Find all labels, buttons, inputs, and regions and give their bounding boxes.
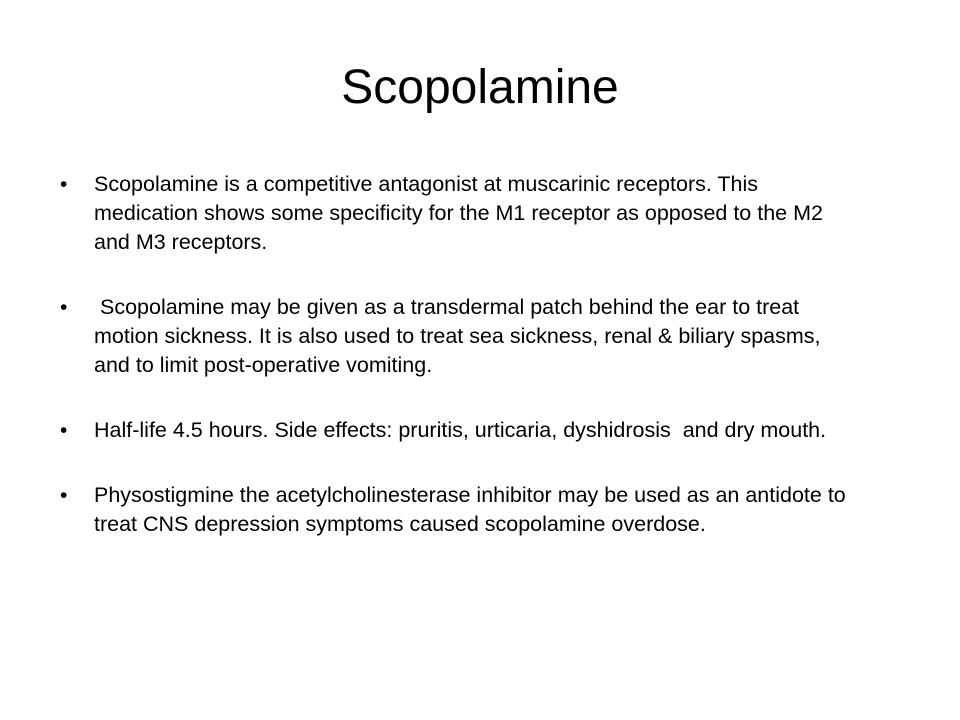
- bullet-list: [60, 170, 860, 575]
- bullet-dot-icon: •: [60, 173, 68, 196]
- bullet-item: [60, 293, 860, 380]
- bullet-dot-icon: •: [60, 484, 68, 507]
- bullet-text: Physostigmine the acetylcholinesterase inhibitor may be used as an antidote to treat CNS depression symptoms caused scopolamine overdose.: [94, 483, 852, 536]
- bullet-text: Half-life 4.5 hours. Side effects: pruritis, urticaria, dyshidrosis and dry mouth.: [94, 418, 827, 442]
- bullet-text: Scopolamine is a competitive antagonist at muscarinic receptors. This medication shows some specificity for the M1 receptor as opposed to the M2 and M3 receptors.: [94, 172, 829, 254]
- bullet-dot-icon: •: [60, 419, 68, 442]
- bullet-item: [60, 416, 860, 445]
- bullet-dot-icon: •: [60, 296, 68, 319]
- bullet-item: [60, 481, 860, 539]
- bullet-item: [60, 170, 860, 257]
- bullet-text: Scopolamine may be given as a transdermal patch behind the ear to treat motion sickness. It is also used to treat sea sickness, renal & biliary spasms, and to limit post-operative vomiting.: [94, 295, 827, 377]
- slide-title: Scopolamine: [341, 61, 619, 114]
